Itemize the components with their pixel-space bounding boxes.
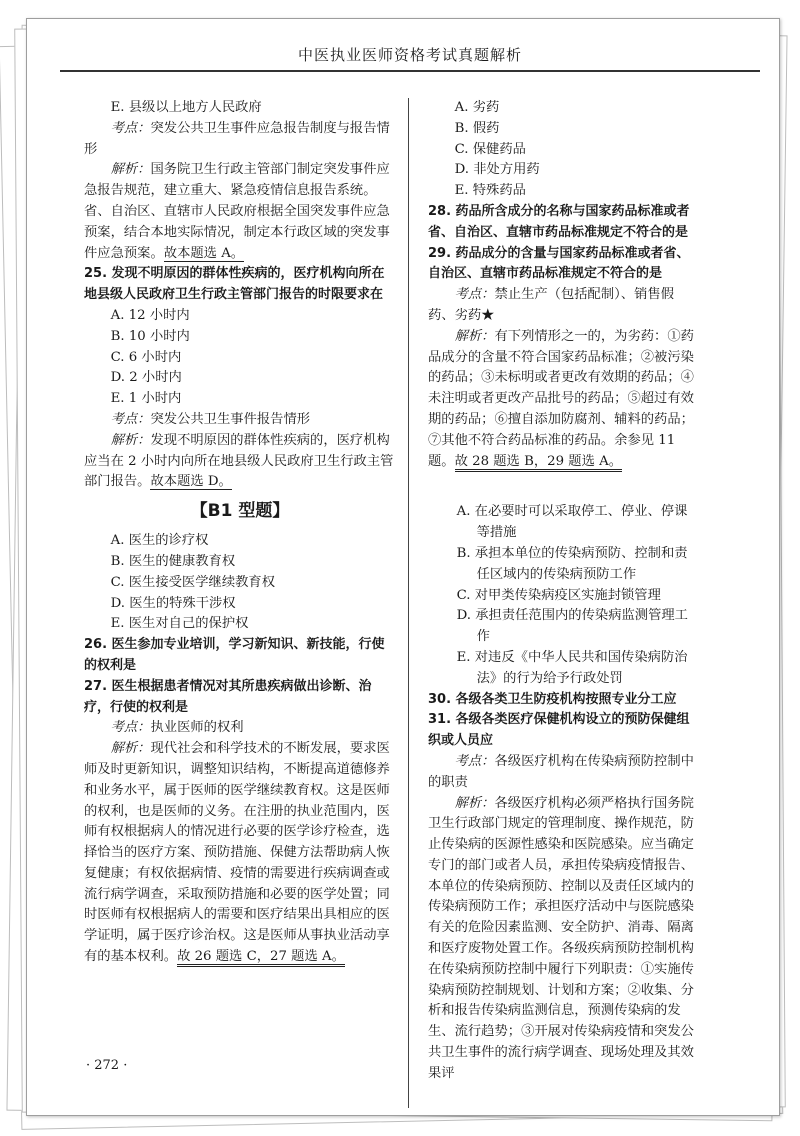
top-option-a: A. 劣药: [454, 100, 500, 115]
top-option-b: B. 假药: [454, 120, 500, 136]
mid-option-d: D. 承担责任范围内的传染病监测管理工作: [456, 608, 688, 645]
q25-option-c: C. 6 小时内: [110, 349, 182, 365]
jiexi-24: 解析：国务院卫生行政主管部门制定突发事件应急报告规范，建立重大、紧急疫情信息报告系统。省、自治区、直辖市人民政府根据全国突发事件应急预案，结合本地实际情况，制定本行政区域的突发事件应急预案。故本题选 A。: [84, 162, 390, 261]
left-column: [84, 98, 396, 968]
mid-option-a: A. 在必要时可以采取停工、停业、停课等措施: [456, 504, 688, 541]
q25-option-e: E. 1 小时内: [110, 391, 182, 407]
answer-27: 故 26 题选 C，27 题选 A。: [177, 949, 345, 967]
top-option-e: E. 特殊药品: [454, 183, 526, 199]
jiexi-29: 解析：有下列情形之一的，为劣药：①药品成分的含量不符合国家药品标准；②被污染的药品；③未标明或者更改有效期的药品；④未注明或者更改产品批号的药品；⑤超过有效期的药品；⑥擅自添加防腐剂、辅料的药品；⑦其他不符合药品标准的药品。余参见 11 题。故 28 题选 B，29 题选 A。: [428, 327, 700, 473]
b1-option-b: B. 医生的健康教育权: [110, 553, 236, 569]
page-number: · 272 ·: [86, 1058, 128, 1073]
b1-option-c: C. 医生接受医学继续教育权: [110, 574, 276, 590]
b1-option-d: D. 医生的特殊干涉权: [110, 595, 236, 611]
kaodian-24: 考点：突发公共卫生事件应急报告制度与报告情形: [84, 120, 390, 157]
answer-29: 故 28 题选 B，29 题选 A。: [455, 454, 622, 472]
answer-24: 故本题选 A。: [163, 245, 245, 261]
spacer: [428, 472, 700, 502]
jiexi-27: 解析：现代社会和科学技术的不断发展，要求医师及时更新知识，调整知识结构，不断提高道德修养和业务水平，属于医师的医学继续教育权。这是医师的权利，也是医师的义务。在注册的执业范围内，医师有权根据病人的情况进行必要的医学诊疗检查，选择恰当的医疗方案、预防措施、保健方法帮助病人恢复健康；有权依据病情、疫情的需要进行疾病调查或流行病学调查，采取预防措施和必要的医学处置；同时医师有权根据病人的需要和医疗结果出具相应的医学证明，属于医疗诊治权。这是医师从事执业活动享有的基本权利。故 26 题选 C，27 题选 A。: [84, 739, 396, 968]
mid-option-e: E. 对违反《中华人民共和国传染病防治法》的行为给予行政处罚: [456, 649, 688, 686]
jiexi-25: 解析：发现不明原因的群体性疾病的，医疗机构应当在 2 小时内向所在地县级人民政府卫生行政主管部门报告。故本题选 D。: [84, 432, 394, 490]
running-header: 中医执业医师资格考试真题解析: [60, 40, 760, 72]
mid-option-c: C. 对甲类传染病疫区实施封锁管理: [456, 587, 661, 603]
kaodian-25: 考点：突发公共卫生事件报告情形: [110, 411, 311, 427]
question-28: 28. 药品所含成分的名称与国家药品标准或者省、自治区、直辖市药品标准规定不符合的是: [428, 203, 690, 240]
kaodian-29: 考点：禁止生产（包括配制）、销售假药、劣药★: [428, 287, 674, 323]
kaodian-31: 考点：各级医疗机构在传染病预防控制中的职责: [428, 753, 694, 790]
answer-25: 故本题选 D。: [150, 474, 232, 490]
right-column: [428, 98, 700, 1085]
question-26: 26. 医生参加专业培训，学习新知识、新技能，行使的权利是: [84, 637, 385, 673]
question-27: 27. 医生根据患者情况对其所患疾病做出诊断、治疗，行使的权利是: [84, 678, 372, 715]
column-divider: [408, 98, 409, 1108]
q25-option-a: A. 12 小时内: [110, 307, 190, 323]
section-title-b1: 【B1 型题】: [190, 501, 290, 522]
top-option-d: D. 非处方用药: [454, 162, 540, 178]
b1-option-a: A. 医生的诊疗权: [110, 533, 209, 549]
jiexi-31: 解析：各级医疗机构必须严格执行国务院卫生行政部门规定的管理制度、操作规范，防止传染病的医源性感染和医院感染。应当确定专门的部门或者人员，承担传染病疫情报告、本单位的传染病预防、控制以及责任区域内的传染病预防工作；承担医疗活动中与医院感染有关的危险因素监测、安全防护、消毒、隔离和医疗废物处置工作。各级疾病预防控制机构在传染病预防控制中履行下列职责：①实施传染病预防控制规划、计划和方案；②收集、分析和报告传染病监测信息，预测传染病的发生、流行趋势；③开展对传染病疫情和突发公共卫生事件的流行病学调查、现场处理及其效果评: [428, 795, 694, 1081]
b1-option-e: E. 医生对自己的保护权: [110, 616, 249, 632]
kaodian-27: 考点：执业医师的权利: [110, 720, 244, 736]
question-29: 29. 药品成分的含量与国家药品标准或者省、自治区、直辖市药品标准规定不符合的是: [428, 245, 690, 282]
mid-option-b: B. 承担本单位的传染病预防、控制和责任区域内的传染病预防工作: [456, 545, 688, 582]
question-31: 31. 各级各类医疗保健机构设立的预防保健组织或人员应: [428, 712, 690, 749]
q25-option-b: B. 10 小时内: [110, 328, 190, 344]
question-30: 30. 各级各类卫生防疫机构按照专业分工应: [428, 691, 677, 707]
q25-option-d: D. 2 小时内: [110, 370, 182, 386]
option-e-previous: E. 县级以上地方人民政府: [110, 100, 262, 115]
top-option-c: C. 保健药品: [454, 141, 526, 157]
question-25: 25. 发现不明原因的群体性疾病的，医疗机构向所在地县级人民政府卫生行政主管部门报告的时限要求在: [84, 266, 385, 303]
